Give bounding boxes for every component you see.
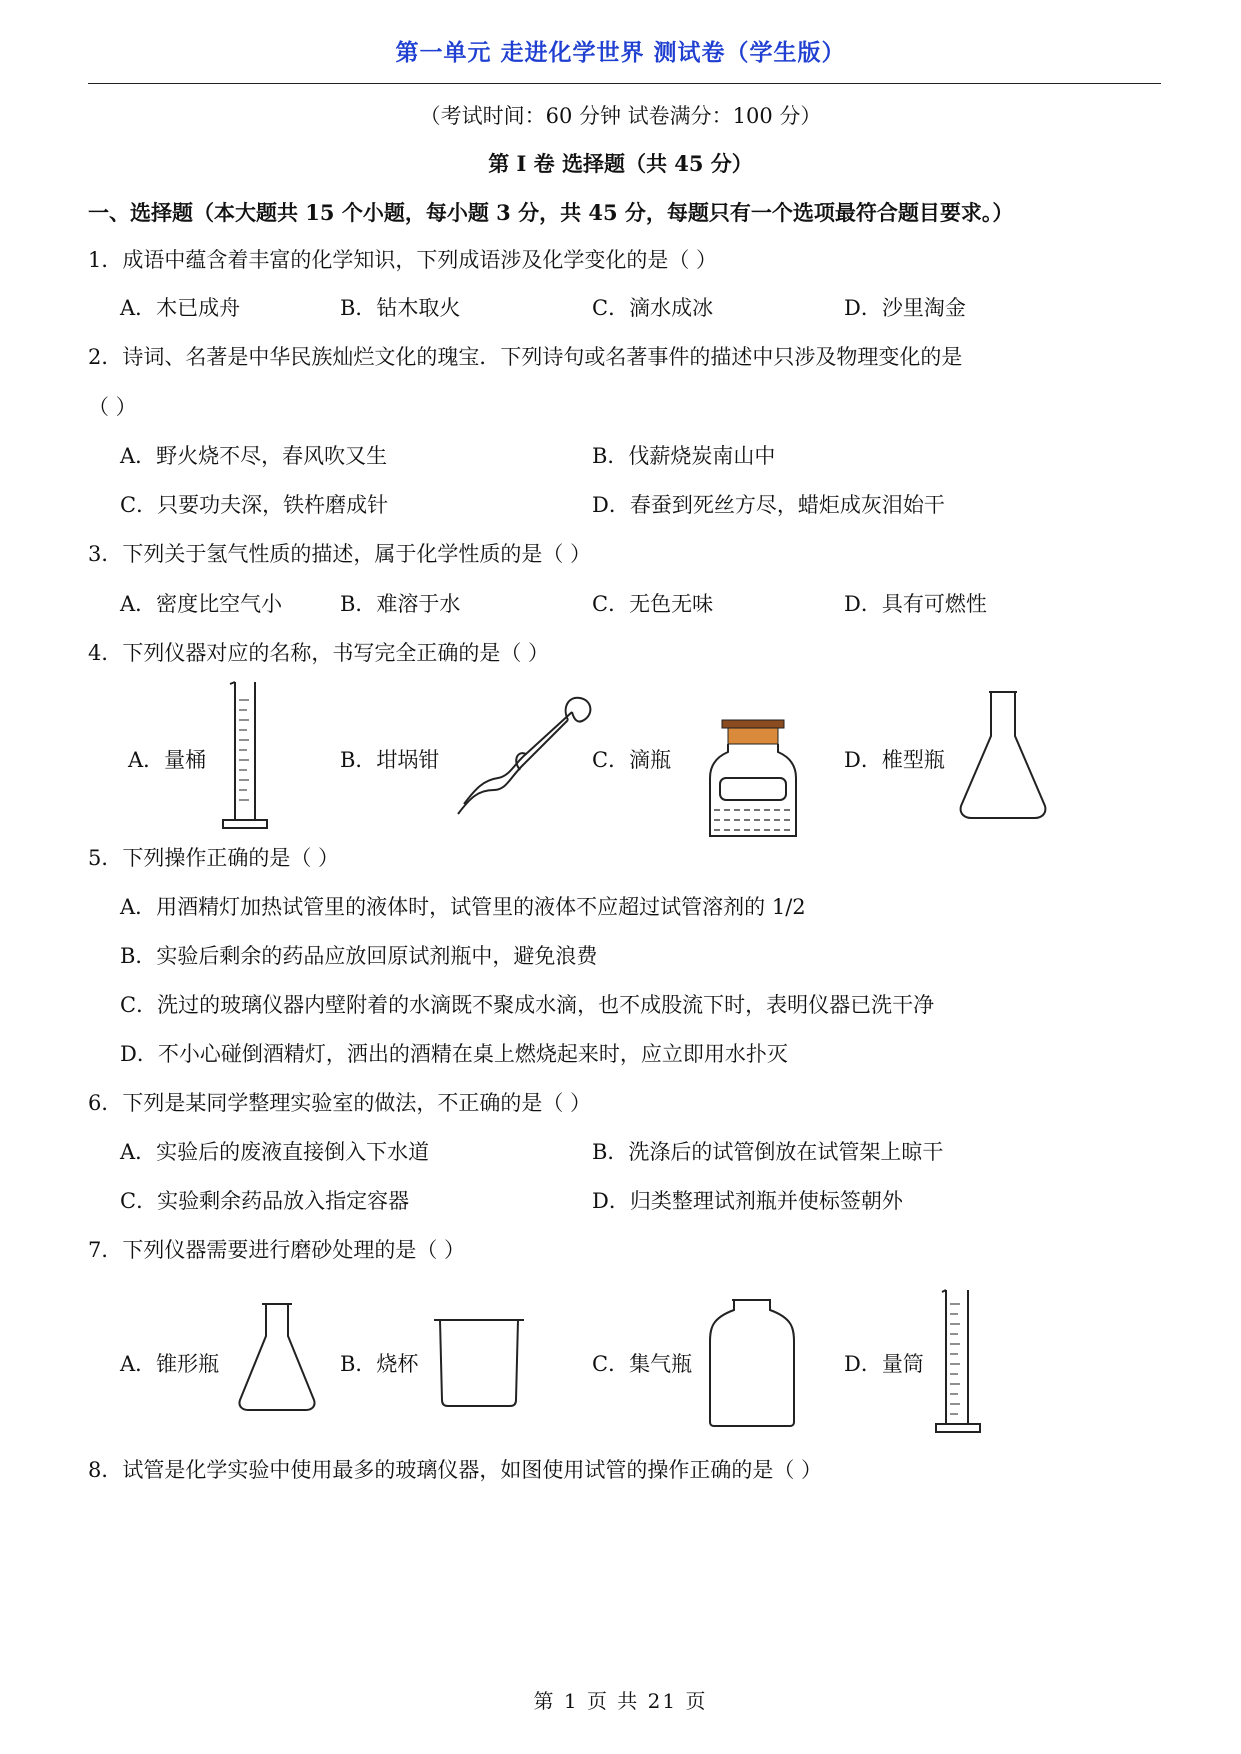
section-heading: 一、选择题（本大题共 15 个小题，每小题 3 分，共 45 分，每题只有一个选项最符合题目要求。） (88, 200, 1014, 225)
graduated-cylinder-icon (932, 1288, 984, 1436)
question-2-option-c[interactable]: C．只要功夫深，铁杵磨成针 (120, 493, 389, 517)
question-4-stem: 4．下列仪器对应的名称，书写完全正确的是（ ） (88, 641, 550, 665)
question-5-option-d[interactable]: D．不小心碰倒酒精灯，洒出的酒精在桌上燃烧起来时，应立即用水扑灭 (120, 1042, 788, 1066)
page-number: 第 1 页 共 21 页 (533, 1689, 708, 1713)
question-1-option-d[interactable]: D．沙里淘金 (844, 296, 966, 320)
question-7-option-a[interactable]: A．锥形瓶 (120, 1352, 220, 1376)
question-5-option-c[interactable]: C．洗过的玻璃仪器内壁附着的水滴既不聚成水滴，也不成股流下时，表明仪器已洗干净 (120, 993, 935, 1017)
question-1-option-c[interactable]: C．滴水成冰 (592, 296, 714, 320)
header-divider (88, 83, 1161, 84)
question-6-option-a[interactable]: A．实验后的废液直接倒入下水道 (120, 1140, 430, 1164)
question-4-option-c[interactable]: C．滴瓶 (592, 748, 672, 772)
question-5-option-b[interactable]: B．实验后剩余的药品应放回原试剂瓶中，避免浪费 (120, 944, 598, 968)
question-2-option-a[interactable]: A．野火烧不尽，春风吹又生 (120, 444, 388, 468)
question-3-option-d[interactable]: D．具有可燃性 (844, 592, 987, 616)
question-2-stem: 2．诗词、名著是中华民族灿烂文化的瑰宝．下列诗句或名著事件的描述中只涉及物理变化的是 (88, 345, 963, 369)
question-7-option-d[interactable]: D．量筒 (844, 1352, 924, 1376)
question-3-stem: 3．下列关于氢气性质的描述，属于化学性质的是（ ） (88, 542, 592, 566)
question-6-stem: 6．下列是某同学整理实验室的做法，不正确的是（ ） (88, 1091, 592, 1115)
question-3-option-b[interactable]: B．难溶于水 (340, 592, 461, 616)
graduated-cylinder-icon (215, 680, 275, 832)
crucible-tongs-icon (450, 690, 600, 818)
question-6-option-b[interactable]: B．洗涤后的试管倒放在试管架上晾干 (592, 1140, 944, 1164)
page-title: 第一单元 走进化学世界 测试卷（学生版） (395, 39, 846, 66)
dropper-bottle-icon (700, 718, 806, 840)
part-heading: 第 I 卷 选择题（共 45 分） (488, 151, 753, 176)
question-7-stem: 7．下列仪器需要进行磨砂处理的是（ ） (88, 1238, 466, 1262)
question-3-option-a[interactable]: A．密度比空气小 (120, 592, 283, 616)
question-6-option-d[interactable]: D．归类整理试剂瓶并使标签朝外 (592, 1189, 903, 1213)
beaker-icon (432, 1318, 526, 1408)
question-4-option-b[interactable]: B．坩埚钳 (340, 748, 440, 772)
question-4-option-d[interactable]: D．椎型瓶 (844, 748, 945, 772)
question-5-option-a[interactable]: A．用酒精灯加热试管里的液体时，试管里的液体不应超过试管溶剂的 1/2 (120, 895, 806, 919)
question-1-option-b[interactable]: B．钻木取火 (340, 296, 461, 320)
gas-collecting-bottle-icon (706, 1298, 798, 1428)
question-2-option-d[interactable]: D．春蚕到死丝方尽，蜡炬成灰泪始干 (592, 493, 945, 517)
conical-flask-icon (955, 690, 1051, 820)
conical-flask-icon (236, 1302, 318, 1412)
question-8-stem: 8．试管是化学实验中使用最多的玻璃仪器，如图使用试管的操作正确的是（ ） (88, 1458, 823, 1482)
question-6-option-c[interactable]: C．实验剩余药品放入指定容器 (120, 1189, 410, 1213)
question-7-option-c[interactable]: C．集气瓶 (592, 1352, 693, 1376)
question-2-stem-continued: （ ） (88, 395, 137, 419)
question-3-option-c[interactable]: C．无色无味 (592, 592, 714, 616)
question-7-option-b[interactable]: B．烧杯 (340, 1352, 419, 1376)
question-4-option-a[interactable]: A．量桶 (128, 748, 207, 772)
question-1-stem: 1．成语中蕴含着丰富的化学知识，下列成语涉及化学变化的是（ ） (88, 248, 718, 272)
question-5-stem: 5．下列操作正确的是（ ） (88, 846, 340, 870)
question-2-option-b[interactable]: B．伐薪烧炭南山中 (592, 444, 776, 468)
question-1-option-a[interactable]: A．木已成舟 (120, 296, 241, 320)
exam-info: （考试时间：60 分钟 试卷满分：100 分） (419, 104, 822, 128)
